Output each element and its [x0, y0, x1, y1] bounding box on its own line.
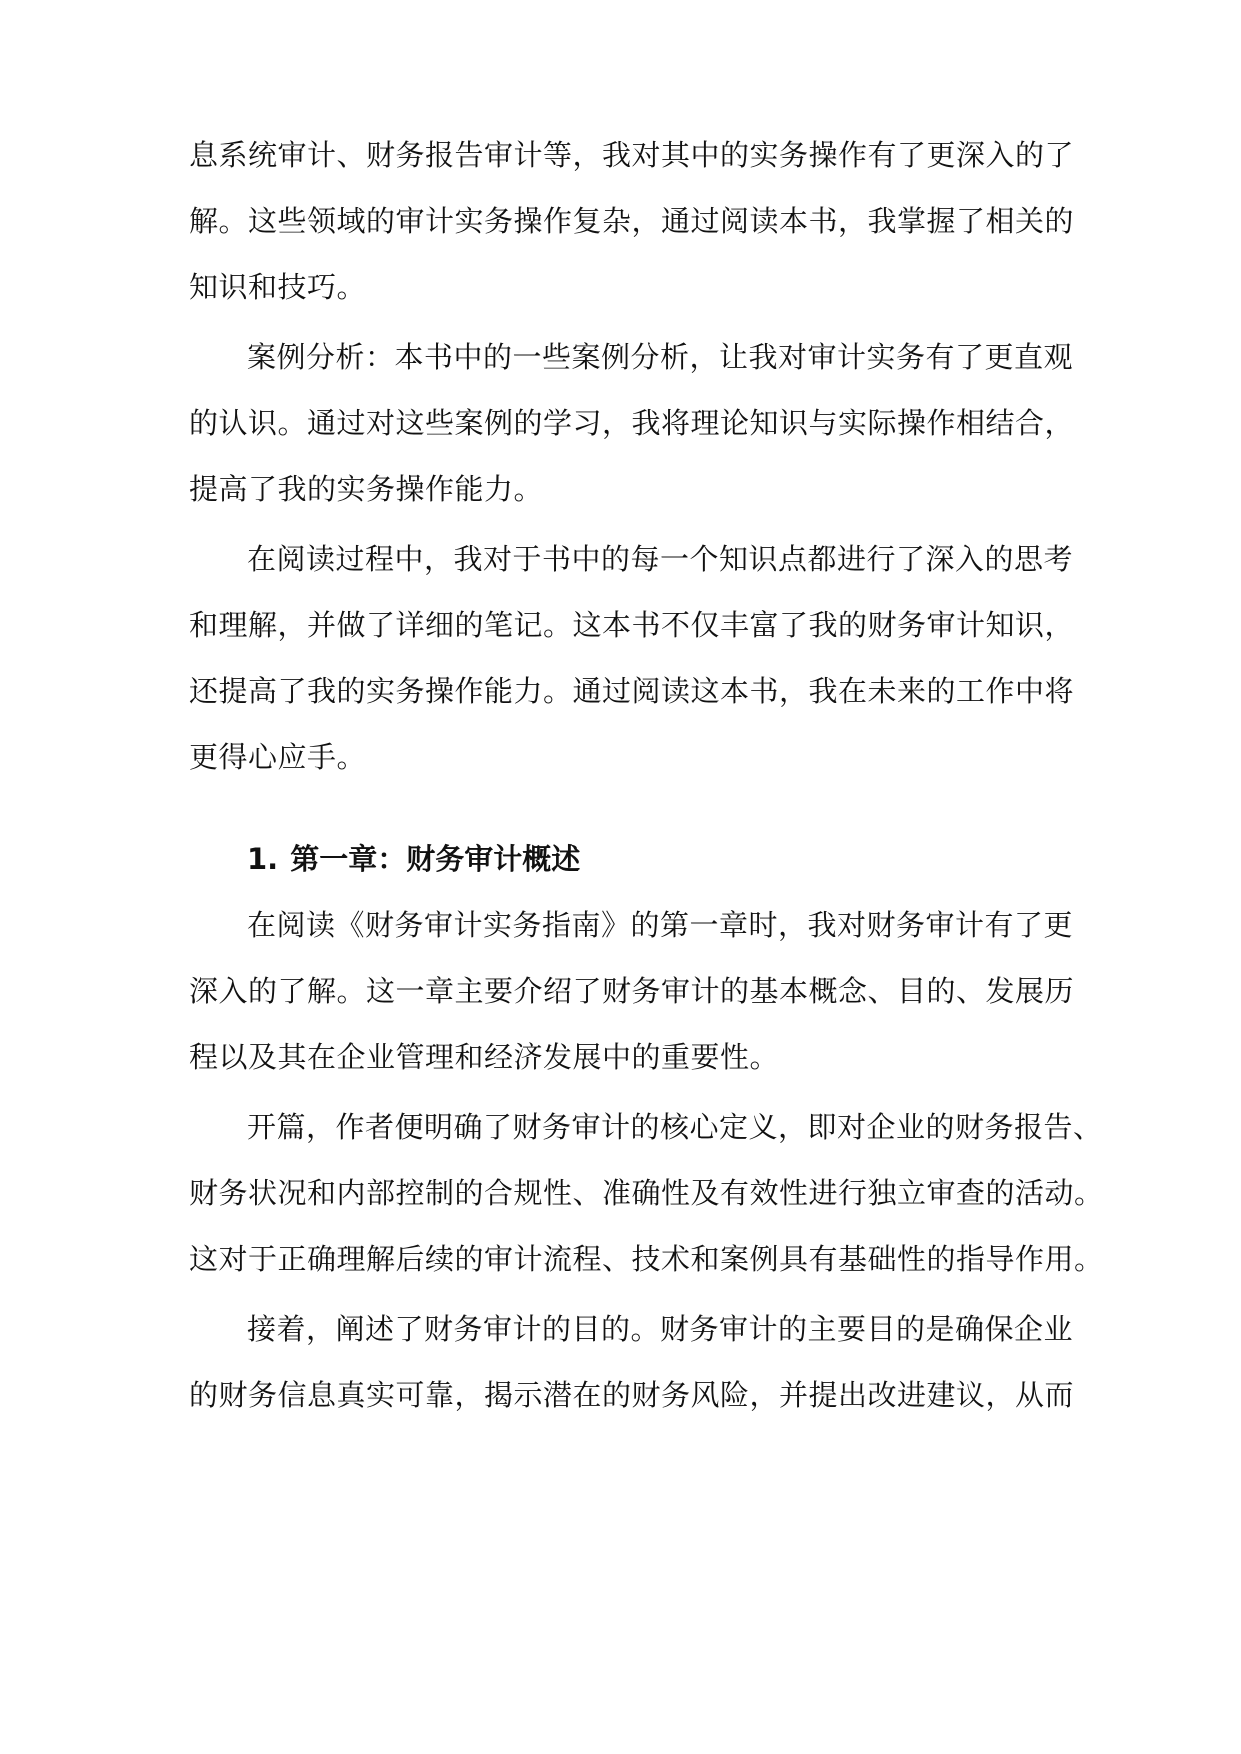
paragraph-line: 程以及其在企业管理和经济发展中的重要性。 — [189, 1040, 780, 1074]
paragraph-line: 深入的了解。这一章主要介绍了财务审计的基本概念、目的、发展历 — [189, 974, 1075, 1008]
paragraph-line: 解。这些领域的审计实务操作复杂，通过阅读本书，我掌握了相关的 — [189, 204, 1075, 238]
chapter-heading — [247, 839, 580, 879]
paragraph-line: 的财务信息真实可靠，揭示潜在的财务风险，并提出改进建议，从而 — [189, 1378, 1075, 1412]
paragraph-line: 提高了我的实务操作能力。 — [189, 472, 544, 506]
paragraph-line: 和理解，并做了详细的笔记。这本书不仅丰富了我的财务审计知识， — [189, 608, 1075, 642]
chapter-heading-title: 第一章：财务审计概述 — [290, 842, 581, 876]
paragraph-line: 接着，阐述了财务审计的目的。财务审计的主要目的是确保企业 — [247, 1312, 1074, 1346]
paragraph-line: 在阅读过程中，我对于书中的每一个知识点都进行了深入的思考 — [247, 542, 1074, 576]
paragraph-line: 还提高了我的实务操作能力。通过阅读这本书，我在未来的工作中将 — [189, 674, 1075, 708]
paragraph-line: 息系统审计、财务报告审计等，我对其中的实务操作有了更深入的了 — [189, 138, 1075, 172]
paragraph-line: 的认识。通过对这些案例的学习，我将理论知识与实际操作相结合， — [189, 406, 1075, 440]
paragraph-line: 更得心应手。 — [189, 740, 367, 774]
paragraph-line: 这对于正确理解后续的审计流程、技术和案例具有基础性的指导作用。 — [189, 1242, 1104, 1276]
paragraph-line: 在阅读《财务审计实务指南》的第一章时，我对财务审计有了更 — [247, 908, 1074, 942]
paragraph-line: 财务状况和内部控制的合规性、准确性及有效性进行独立审查的活动。 — [189, 1176, 1104, 1210]
paragraph-line: 开篇，作者便明确了财务审计的核心定义，即对企业的财务报告、 — [247, 1110, 1103, 1144]
chapter-heading-number: 1. — [247, 842, 279, 876]
paragraph-line: 知识和技巧。 — [189, 270, 367, 304]
paragraph-line: 案例分析：本书中的一些案例分析，让我对审计实务有了更直观 — [247, 340, 1074, 374]
